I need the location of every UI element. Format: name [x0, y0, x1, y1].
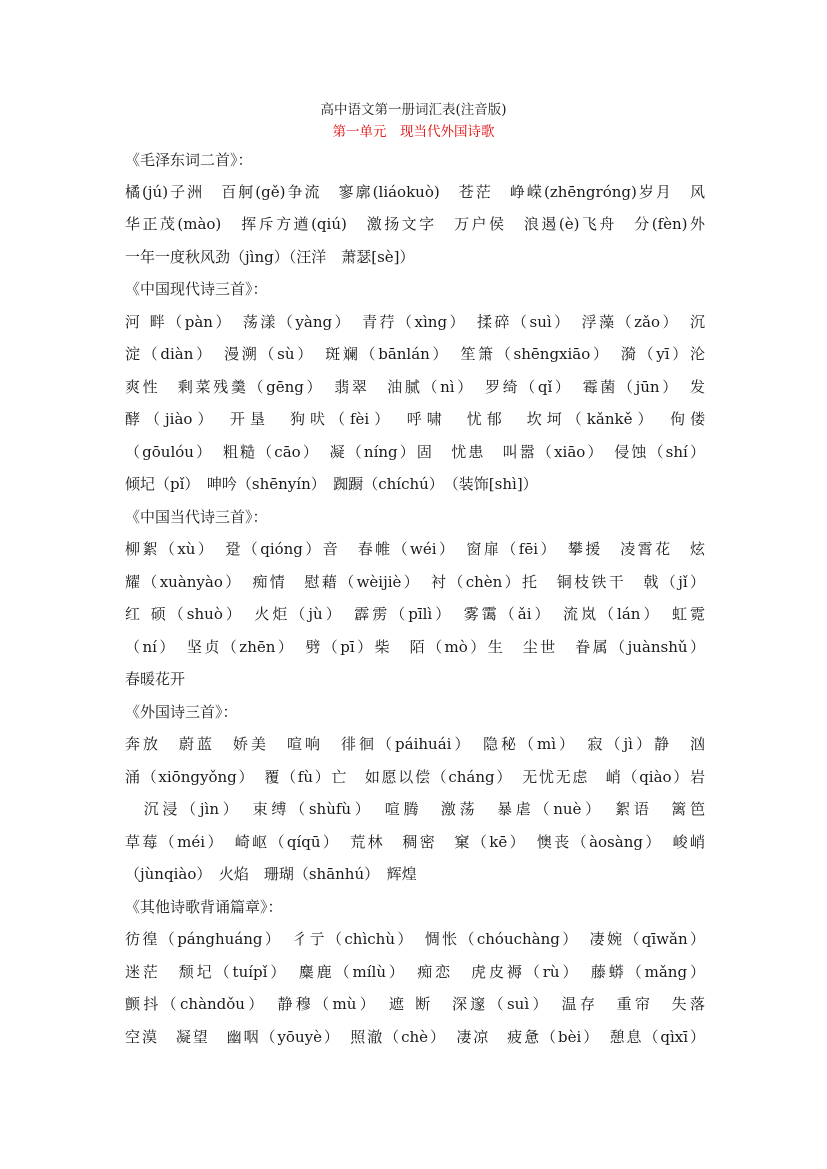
- section-heading: 《中国现代诗三首》：: [125, 280, 268, 298]
- vocab-line: 耀（xuànyào） 痴情 慰藉（wèijiè） 衬（chèn）托 铜枝铁干 戟（jǐ）: [125, 573, 705, 591]
- unit-title: 第一单元 现当代外国诗歌: [332, 124, 495, 140]
- vocab-line: （gōulóu） 粗糙（cāo） 凝（níng）固 忧患 叫嚣（xiāo） 侵蚀（shí）: [125, 443, 705, 461]
- vocab-line: 河 畔（pàn） 荡漾（yàng） 青荇（xìng） 揉碎（suì） 浮藻（zǎo） 沉: [125, 313, 705, 331]
- vocab-line: 淀（diàn） 漫溯（sù） 斑斓（bānlán） 笙箫（shēngxiāo） 漪（yī）沦: [125, 345, 705, 363]
- document-title: 高中语文第一册词汇表(注音版): [320, 102, 507, 118]
- vocab-line: 涌（xiōngyǒng） 覆（fù）亡 如愿以偿（cháng） 无忧无虑 峭（qiào）岩: [125, 768, 705, 786]
- vocab-line: 橘(jú)子洲 百舸(gě)争流 寥廓(liáokuò) 苍茫 峥嵘(zhēngróng)岁月 风: [125, 183, 705, 201]
- vocab-line: 春暖花开: [125, 670, 186, 688]
- vocab-line: 红 硕（shuò） 火炬（jù） 霹雳（pīlì） 雾霭（ǎi） 流岚（lán） 虹霓: [125, 605, 705, 623]
- vocab-line: 草莓（méi） 崎岖（qíqū） 荒林 稠密 窠（kē） 懊丧（àosàng） 峻峭: [125, 833, 705, 851]
- vocab-line: （jùnqiào） 火焰 珊瑚（shānhú） 辉煌: [125, 865, 417, 883]
- section-heading: 《中国当代诗三首》：: [125, 508, 268, 526]
- vocab-line: 彷徨（pánghuáng） 彳亍（chìchù） 惆怅（chóuchàng） 凄婉（qīwǎn）: [125, 930, 705, 948]
- vocab-line: 一年一度秋风劲（jìng）（汪洋 萧瑟[sè]）: [125, 248, 415, 266]
- vocab-line: 奔放 蔚蓝 娇美 喧响 徘徊（páihuái） 隐秘（mì） 寂（jì）静 汹: [125, 735, 705, 753]
- vocab-line: 倾圮（pǐ） 呻吟（shēnyín） 踟蹰（chíchú） （装饰[shì]）: [125, 475, 538, 493]
- section-heading: 《外国诗三首》：: [125, 703, 238, 721]
- vocab-line: 空漠 凝望 幽咽（yōuyè） 照澈（chè） 凄凉 疲惫（bèi） 憩息（qìxī）: [125, 1028, 705, 1046]
- section-heading: 《毛泽东词二首》：: [125, 151, 253, 169]
- vocab-line: 颤抖（chàndǒu） 静穆（mù） 遮 断 深邃（suì） 温存 重帘 失落: [125, 995, 705, 1013]
- vocab-line: 沉浸（jìn） 束缚（shùfù） 喧腾 激荡 暴虐（nuè） 絮语 篱笆: [125, 800, 705, 818]
- vocab-line: 迷茫 颓圮（tuípǐ） 麋鹿（mílù） 痴恋 虎皮褥（rù） 藤蟒（mǎng）: [125, 963, 705, 981]
- vocab-line: 华正茂(mào) 挥斥方遒(qiú) 激扬文字 万户侯 浪遏(è)飞舟 分(fèn)外: [125, 215, 705, 233]
- vocab-line: 爽性 剩菜残羹（gēng） 翡翠 油腻（nì） 罗绮（qǐ） 霉菌（jūn） 发: [125, 378, 705, 396]
- section-heading: 《其他诗歌背诵篇章》：: [125, 898, 283, 916]
- vocab-line: （ní） 坚贞（zhēn） 劈（pī）柴 陌（mò）生 尘世 眷属（juànshǔ）: [125, 638, 705, 656]
- vocab-line: 柳絮（xù） 跫（qióng）音 春帷（wéi） 窗扉（fēi） 攀援 凌霄花 炫: [125, 540, 705, 558]
- vocab-line: 酵（jiào） 开垦 狗吠（fèi） 呼啸 忧郁 坎坷（kǎnkě） 佝偻: [125, 410, 705, 428]
